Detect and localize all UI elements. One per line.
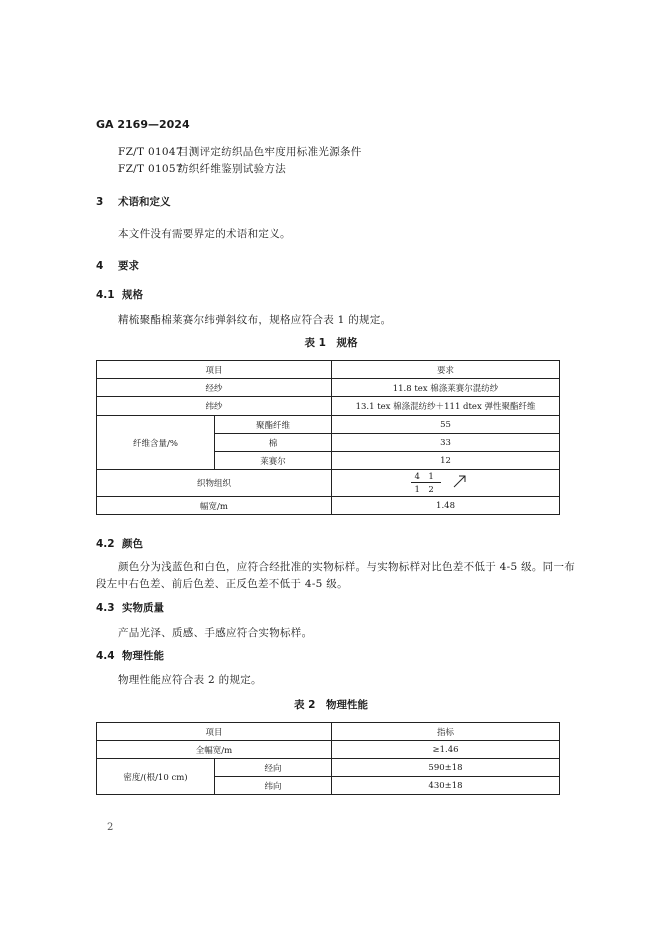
reference-title: 纺织纤维鉴别试验方法 — [178, 163, 286, 175]
paragraph: 段左中右色差、前后色差、正反色差不低于 4-5 级。 — [96, 578, 348, 590]
section-title: 要求 — [118, 260, 139, 272]
section-heading — [96, 194, 171, 209]
header-cell: 指标 — [332, 723, 560, 741]
reference-code: FZ/T 01047 — [118, 146, 183, 158]
table-row — [97, 741, 560, 759]
paragraph: 精梳聚酯棉莱赛尔纬弹斜纹布，规格应符合表 1 的规定。 — [118, 314, 392, 326]
row-value: 430±18 — [332, 777, 560, 795]
row-label: 经纱 — [97, 379, 332, 397]
row-label: 幅宽/m — [97, 497, 332, 515]
row-label: 纤维含量/% — [97, 416, 215, 470]
page-number: 2 — [107, 822, 114, 833]
section-heading — [96, 258, 139, 273]
reference-title: 目测评定纺织品色牢度用标准光源条件 — [178, 146, 362, 158]
weave-notation — [411, 470, 481, 496]
section-number: 4.4 — [96, 650, 115, 662]
diagonal-arrow-icon — [453, 474, 467, 488]
section-title: 术语和定义 — [118, 196, 171, 208]
row-label: 全幅宽/m — [97, 741, 332, 759]
section-number: 4.2 — [96, 538, 115, 550]
reference-item — [118, 161, 286, 176]
weave-cell — [332, 470, 560, 497]
header-cell: 项目 — [97, 723, 332, 741]
table-header-row — [97, 723, 560, 741]
section-title: 实物质量 — [122, 602, 164, 614]
document-id: GA 2169—2024 — [96, 118, 190, 131]
paragraph: 物理性能应符合表 2 的规定。 — [118, 674, 262, 686]
subsection-heading — [96, 287, 143, 302]
sub-label: 经向 — [215, 759, 332, 777]
row-value: 590±18 — [332, 759, 560, 777]
table-header-row — [97, 361, 560, 379]
physical-properties-table — [96, 722, 560, 795]
table-caption: 表 1 规格 — [304, 337, 358, 349]
row-value: 13.1 tex 棉涤混纺纱＋111 dtex 弹性聚酯纤维 — [332, 397, 560, 416]
table-row — [97, 397, 560, 416]
row-label: 纬纱 — [97, 397, 332, 416]
row-label: 织物组织 — [97, 470, 332, 497]
table-row — [97, 470, 560, 497]
table-row — [97, 497, 560, 515]
weave-numerator: 4 1 — [414, 472, 434, 482]
reference-code: FZ/T 01057 — [118, 163, 183, 175]
section-title: 颜色 — [122, 538, 143, 550]
subsection-heading — [96, 536, 143, 551]
subsection-heading — [96, 648, 164, 663]
weave-denominator: 1 2 — [414, 485, 434, 495]
paragraph: 颜色分为浅蓝色和白色，应符合经批准的实物标样。与实物标样对比色差不低于 4-5 级。同一布 — [118, 561, 576, 573]
header-cell: 要求 — [332, 361, 560, 379]
table-row — [97, 416, 560, 434]
row-value: 1.48 — [332, 497, 560, 515]
section-number: 4.1 — [96, 289, 115, 301]
section-title: 物理性能 — [122, 650, 164, 662]
table-row — [97, 379, 560, 397]
section-number: 4.3 — [96, 602, 115, 614]
row-value: 55 — [332, 416, 560, 434]
row-label: 密度/(根/10 cm) — [97, 759, 215, 795]
table-row — [97, 759, 560, 777]
reference-item — [118, 144, 362, 159]
sub-label: 棉 — [215, 434, 332, 452]
sub-label: 聚酯纤维 — [215, 416, 332, 434]
row-value: 11.8 tex 棉涤莱赛尔混纺纱 — [332, 379, 560, 397]
section-title: 规格 — [122, 289, 143, 301]
row-value: ≥1.46 — [332, 741, 560, 759]
section-number: 4 — [96, 260, 104, 272]
paragraph: 产品光泽、质感、手感应符合实物标样。 — [118, 627, 313, 639]
table-caption: 表 2 物理性能 — [294, 699, 368, 711]
spec-table — [96, 360, 560, 515]
sub-label: 纬向 — [215, 777, 332, 795]
paragraph: 本文件没有需要界定的术语和定义。 — [118, 228, 291, 240]
section-number: 3 — [96, 196, 104, 208]
subsection-heading — [96, 600, 164, 615]
sub-label: 莱赛尔 — [215, 452, 332, 470]
row-value: 33 — [332, 434, 560, 452]
header-cell: 项目 — [97, 361, 332, 379]
row-value: 12 — [332, 452, 560, 470]
